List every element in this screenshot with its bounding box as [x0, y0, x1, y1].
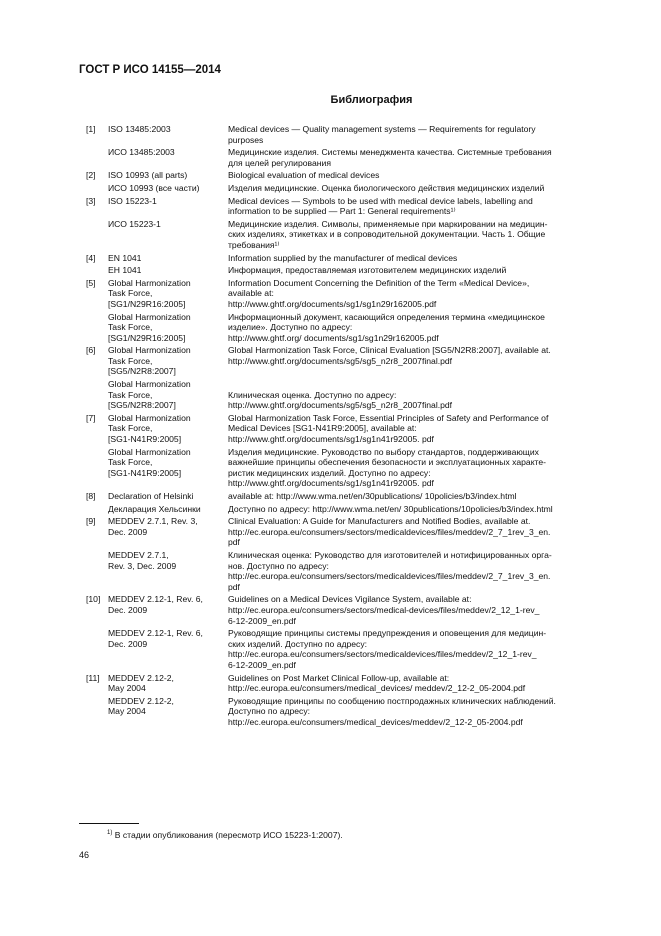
designation-line: Декларация Хельсинки	[108, 503, 201, 514]
designation-line: Task Force,	[108, 389, 153, 400]
entry-sources	[108, 413, 608, 491]
designation-line: [SG5/N2R8:2007]	[108, 400, 176, 411]
designation-line: [SG1-N41R9:2005]	[108, 467, 182, 478]
source-designation	[108, 147, 228, 168]
source-title	[228, 253, 608, 264]
source-item	[108, 550, 608, 592]
source-designation	[108, 124, 228, 145]
designation-line: Dec. 2009	[108, 638, 148, 649]
designation-line: Global Harmonization	[108, 311, 191, 322]
designation-line: [SG1/N29R16:2005]	[108, 332, 186, 343]
source-item	[108, 345, 608, 377]
designation-line: Global Harmonization	[108, 446, 191, 457]
designation-line: ISO 13485:2003	[108, 124, 171, 134]
title-line: Global Harmonization Task Force, Essential Principles of Safety and Performance of	[228, 412, 549, 423]
source-designation	[108, 170, 228, 181]
source-designation	[108, 673, 228, 694]
designation-line: ЕН 1041	[108, 265, 142, 276]
source-item	[108, 124, 608, 145]
designation-line: ИСО 13485:2003	[108, 147, 175, 158]
source-title	[228, 219, 608, 251]
title-line: Информация, предоставляемая изготовителем медицинских изделий	[228, 265, 507, 276]
title-line: Information supplied by the manufacturer of medical devices	[228, 252, 458, 263]
designation-line: Task Force,	[108, 457, 153, 468]
footnote	[107, 830, 343, 840]
designation-line: MEDDEV 2.12-1, Rev. 6,	[108, 628, 203, 639]
source-title	[228, 124, 608, 145]
title-line: Information Document Concerning the Definition of the Term «Medical Device»,	[228, 277, 530, 288]
designation-line: [SG1/N29R16:2005]	[108, 298, 186, 309]
source-item	[108, 696, 608, 728]
source-title	[228, 196, 608, 217]
source-designation	[108, 413, 228, 445]
source-item	[108, 491, 608, 502]
title-line: http://www.ghtf.org/documents/sg5/sg5_n2r8_2007final.pdf	[228, 400, 453, 411]
source-item	[108, 312, 608, 344]
source-item	[108, 673, 608, 694]
designation-line: Global Harmonization	[108, 277, 191, 288]
title-line: Biological evaluation of medical devices	[228, 170, 380, 181]
title-line: нов. Доступно по адресу:	[228, 560, 329, 571]
entry-number: [5]	[86, 277, 96, 288]
title-line: 6-12-2009_en.pdf	[228, 659, 296, 670]
designation-line: EN 1041	[108, 252, 142, 263]
designation-line: Dec. 2009	[108, 604, 148, 615]
title-line: Global Harmonization Task Force, Clinical Evaluation [SG5/N2R8:2007], available at.	[228, 345, 551, 356]
title-line: Информационный документ, касающийся определения термина «медицинское	[228, 311, 545, 322]
entry-sources	[108, 594, 608, 672]
designation-line: Task Force,	[108, 322, 153, 333]
title-line: available at: http://www.wma.net/en/30publications/ 10policies/b3/index.html	[228, 491, 517, 501]
title-line: http://www.ghtf.org/documents/sg1/sg1n41r92005. pdf	[228, 434, 434, 445]
source-designation	[108, 219, 228, 251]
title-line: Руководящие принципы по сообщению постпродажных клинических наблюдений.	[228, 695, 556, 706]
title-line: 6-12-2009_en.pdf	[228, 615, 296, 626]
bibliography-entry	[86, 170, 608, 195]
title-line	[228, 379, 608, 390]
bibliography-entry	[86, 594, 608, 672]
footnote-divider	[79, 823, 139, 824]
source-designation	[108, 696, 228, 728]
entry-number: [6]	[86, 345, 96, 356]
title-line: http://www.ghtf.org/documents/sg5/sg5_n2r8_2007final.pdf	[228, 355, 453, 366]
source-title	[228, 265, 608, 276]
title-line: ристик медицинских изделий. Доступно по адресу:	[228, 467, 431, 478]
source-item	[108, 516, 608, 548]
source-designation	[108, 594, 228, 626]
title-line: Руководящие принципы системы предупреждения и оповещения для медицин-	[228, 628, 547, 639]
bibliography-entry	[86, 124, 608, 170]
source-title	[228, 594, 608, 626]
entry-sources	[108, 170, 608, 195]
title-line: Клиническая оценка: Руководство для изготовителей и нотифицированных орга-	[228, 549, 552, 560]
entry-sources	[108, 673, 608, 730]
bibliography-entry	[86, 413, 608, 491]
page-number: 46	[79, 850, 90, 860]
title-line: изделие». Доступно по адресу:	[228, 322, 353, 333]
entry-sources	[108, 516, 608, 594]
source-item	[108, 196, 608, 217]
designation-line: Task Force,	[108, 355, 153, 366]
designation-line: Rev. 3, Dec. 2009	[108, 560, 177, 571]
title-line: Guidelines on a Medical Devices Vigilance System, available at:	[228, 594, 472, 605]
title-line: ских изделиях, этикетках и в сопроводительной документации. Часть 1. Общие	[228, 229, 546, 240]
source-title	[228, 673, 608, 694]
source-item	[108, 628, 608, 670]
source-designation	[108, 504, 228, 515]
entry-number: [8]	[86, 491, 96, 501]
source-item	[108, 183, 608, 194]
title-line: http://www.ghtf.org/documents/sg1/sg1n41r92005. pdf	[228, 478, 434, 489]
designation-line: MEDDEV 2.7.1, Rev. 3,	[108, 516, 198, 527]
title-line: требования¹⁾	[228, 239, 280, 250]
footnote-text: В стадии опубликования (пересмотр ИСО 15223-1:2007).	[114, 830, 343, 840]
source-title	[228, 170, 608, 181]
entry-sources	[108, 253, 608, 278]
title-line: Доступно по адресу: http://www.wma.net/en/ 30publications/10policies/b3/index.html	[228, 503, 553, 514]
source-title	[228, 447, 608, 489]
bibliography-entry	[86, 516, 608, 594]
source-title	[228, 183, 608, 194]
title-line: information to be supplied — Part 1: General requirements¹⁾	[228, 206, 456, 217]
entry-number: [10]	[86, 594, 101, 605]
designation-line: Global Harmonization	[108, 379, 191, 390]
source-designation	[108, 265, 228, 276]
designation-line: ISO 10993 (all parts)	[108, 170, 188, 181]
source-item	[108, 265, 608, 276]
source-title	[228, 628, 608, 670]
title-line: http://www.ghtf.org/ documents/sg1/sg1n29r162005.pdf	[228, 332, 439, 343]
source-designation	[108, 345, 228, 377]
title-line: Изделия медицинские. Руководство по выбору стандартов, поддерживающих	[228, 446, 539, 457]
source-designation	[108, 183, 228, 194]
source-designation	[108, 447, 228, 489]
entry-number: [4]	[86, 252, 96, 263]
title-line: http://ec.europa.eu/consumers/sectors/medicaldevices/files/meddev/2_12_1-rev_	[228, 649, 537, 660]
designation-line: MEDDEV 2.7.1,	[108, 549, 169, 560]
title-line: важнейшие принципы обеспечения безопасности и эксплуатационных характе-	[228, 457, 547, 468]
source-designation	[108, 278, 228, 310]
title-line: http://ec.europa.eu/consumers/sectors/medicaldevices/files/meddev/2_7_1rev_3_en.	[228, 526, 551, 537]
title-line: http://ec.europa.eu/consumers/sectors/medicaldevices/files/meddev/2_7_1rev_3_en.	[228, 571, 551, 582]
designation-line: May 2004	[108, 706, 146, 717]
source-designation	[108, 628, 228, 670]
designation-line: [SG5/N2R8:2007]	[108, 366, 176, 377]
source-item	[108, 170, 608, 181]
source-item	[108, 594, 608, 626]
title-line: pdf	[228, 537, 240, 548]
title-line: Medical devices — Quality management systems — Requirements for regulatory	[228, 124, 536, 134]
title-line: ских изделий. Доступно по адресу:	[228, 638, 368, 649]
designation-line: Declaration of Helsinki	[108, 491, 194, 501]
source-item	[108, 379, 608, 411]
designation-line: MEDDEV 2.12-2,	[108, 695, 174, 706]
designation-line: MEDDEV 2.12-2,	[108, 672, 174, 683]
entry-number: [2]	[86, 170, 96, 181]
bibliography-entry	[86, 345, 608, 413]
title-line: Клиническая оценка. Доступно по адресу:	[228, 389, 397, 400]
source-item	[108, 413, 608, 445]
title-line: для целей регулирования	[228, 157, 331, 168]
entry-sources	[108, 345, 608, 413]
source-title	[228, 345, 608, 377]
designation-line: ИСО 15223-1	[108, 218, 161, 229]
document-header: ГОСТ Р ИСО 14155—2014	[79, 64, 221, 76]
title-line: Medical devices — Symbols to be used with medical device labels, labelling and	[228, 195, 533, 206]
source-item	[108, 219, 608, 251]
source-designation	[108, 312, 228, 344]
designation-line: Task Force,	[108, 423, 153, 434]
source-item	[108, 447, 608, 489]
source-designation	[108, 550, 228, 592]
entry-sources	[108, 278, 608, 346]
entry-sources	[108, 491, 608, 516]
entry-number: [7]	[86, 412, 96, 423]
source-title	[228, 413, 608, 445]
entry-number: [11]	[86, 672, 100, 683]
bibliography-list	[86, 124, 608, 729]
source-designation	[108, 516, 228, 548]
title-line: Clinical Evaluation: A Guide for Manufacturers and Notified Bodies, available at.	[228, 516, 531, 527]
source-title	[228, 278, 608, 310]
bibliography-entry	[86, 673, 608, 730]
title-line: available at:	[228, 288, 274, 299]
footnote-mark: 1)	[107, 830, 113, 837]
title-line: pdf	[228, 581, 240, 592]
source-item	[108, 504, 608, 515]
title-line: Медицинские изделия. Символы, применяемые при маркировании на медицин-	[228, 218, 548, 229]
title-line: http://ec.europa.eu/consumers/medical_devices/ meddev/2_12-2_05-2004.pdf	[228, 683, 526, 694]
source-title	[228, 312, 608, 344]
source-title	[228, 379, 608, 411]
source-item	[108, 147, 608, 168]
source-designation	[108, 196, 228, 217]
title-line: http://ec.europa.eu/consumers/sectors/medical-devices/files/meddev/2_12_1-rev_	[228, 604, 540, 615]
entry-number: [9]	[86, 516, 96, 527]
title-line: purposes	[228, 134, 264, 145]
title-line: http://www.ghtf.org/documents/sg1/sg1n29r162005.pdf	[228, 298, 437, 309]
source-designation	[108, 491, 228, 502]
source-title	[228, 696, 608, 728]
source-item	[108, 278, 608, 310]
source-title	[228, 147, 608, 168]
entry-number: [1]	[86, 124, 96, 134]
designation-line: May 2004	[108, 683, 146, 694]
title-line: Доступно по адресу:	[228, 706, 311, 717]
title-line: Guidelines on Post Market Clinical Follow-up, available at:	[228, 672, 450, 683]
source-title	[228, 504, 608, 515]
title-line: http://ec.europa.eu/consumers/medical_devices/meddev/2_12-2_05-2004.pdf	[228, 716, 523, 727]
title-line: Изделия медицинские. Оценка биологического действия медицинских изделий	[228, 182, 545, 193]
entry-sources	[108, 124, 608, 170]
designation-line: Global Harmonization	[108, 345, 191, 356]
bibliography-entry	[86, 491, 608, 516]
source-designation	[108, 379, 228, 411]
designation-line: ISO 15223-1	[108, 195, 157, 206]
source-designation	[108, 253, 228, 264]
designation-line: Task Force,	[108, 288, 153, 299]
section-title: Библиография	[330, 94, 413, 106]
entry-sources	[108, 196, 608, 253]
designation-line: [SG1-N41R9:2005]	[108, 434, 182, 445]
title-line: Медицинские изделия. Системы менеджмента качества. Системные требования	[228, 147, 552, 158]
designation-line: Global Harmonization	[108, 412, 191, 423]
source-title	[228, 550, 608, 592]
source-item	[108, 253, 608, 264]
title-line: Medical Devices [SG1-N41R9:2005], available at:	[228, 423, 417, 434]
entry-number: [3]	[86, 195, 96, 206]
bibliography-entry	[86, 253, 608, 278]
source-title	[228, 516, 608, 548]
designation-line: ИСО 10993 (все части)	[108, 182, 200, 193]
source-title	[228, 491, 608, 502]
bibliography-entry	[86, 196, 608, 253]
bibliography-entry	[86, 278, 608, 346]
designation-line: MEDDEV 2.12-1, Rev. 6,	[108, 594, 203, 605]
designation-line: Dec. 2009	[108, 526, 148, 537]
